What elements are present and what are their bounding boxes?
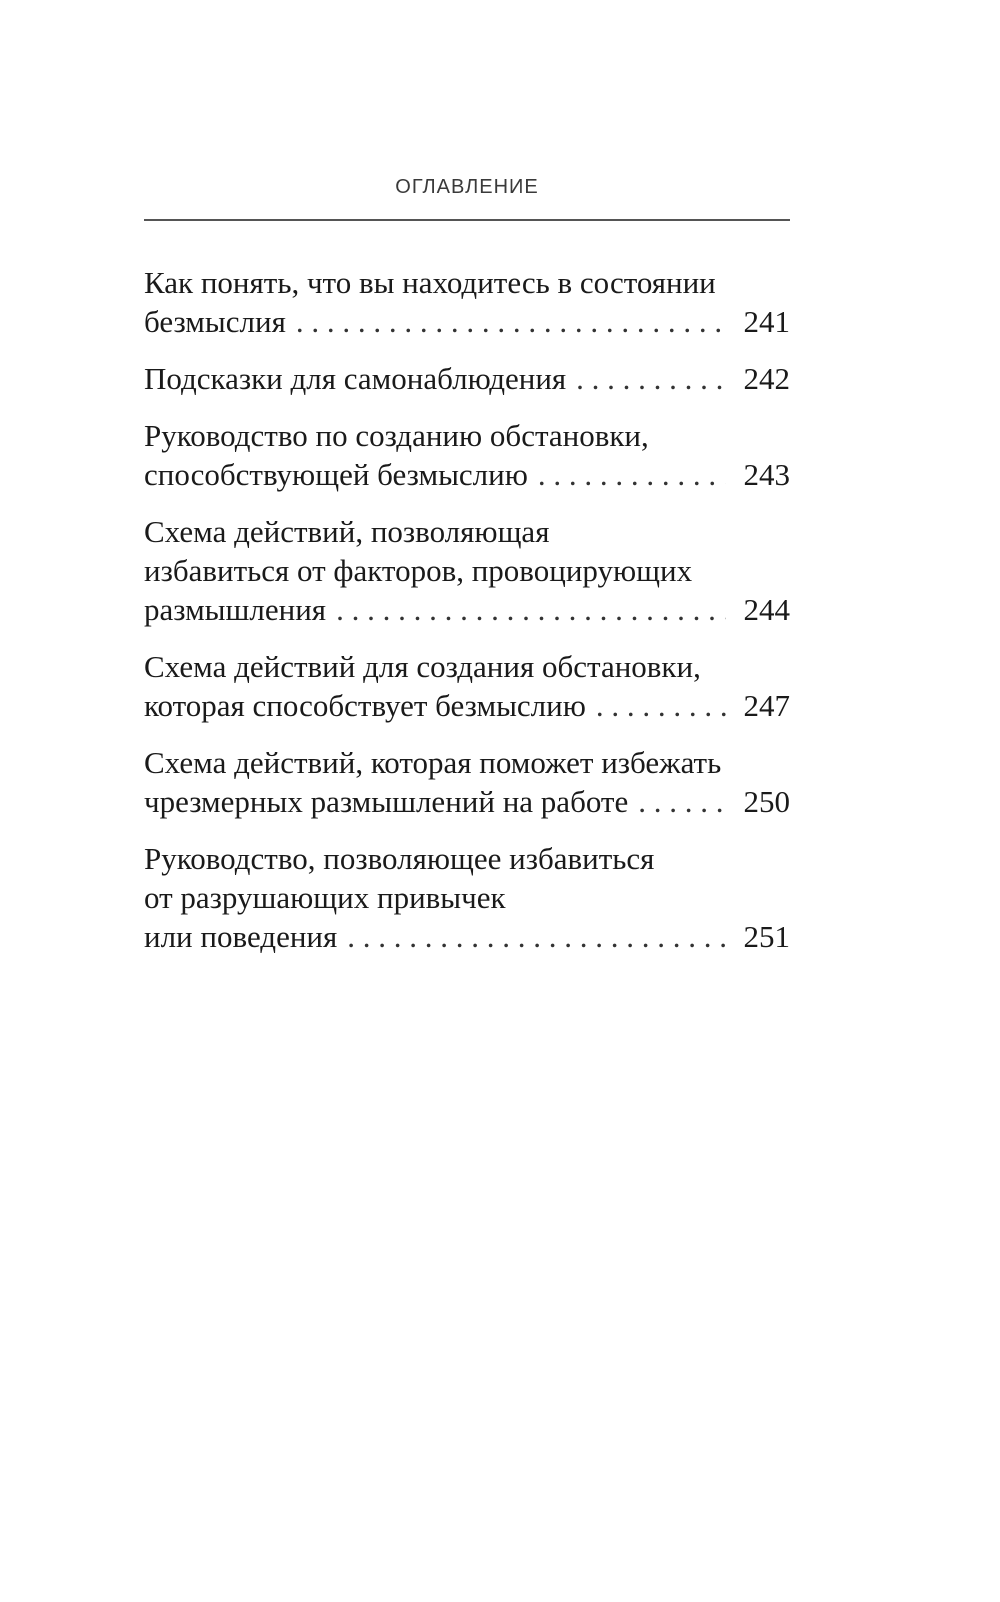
toc-entry <box>144 743 790 821</box>
toc-entry-title-line: Схема действий для создания обстановки, <box>144 649 701 684</box>
toc-entry-title-line: чрезмерных размышлений на работе <box>144 784 629 819</box>
toc-entry-last-line <box>144 359 790 398</box>
toc-page-number: 243 <box>743 457 790 492</box>
toc-entry-title-line: размышления <box>144 592 327 627</box>
dot-leader <box>566 359 725 398</box>
dot-leader <box>326 590 725 629</box>
toc-entry <box>144 512 790 629</box>
toc-page-number: 242 <box>743 361 790 396</box>
toc-page-number: 247 <box>743 688 790 723</box>
toc-page-number: 251 <box>743 919 790 954</box>
toc-entry-title-line: Схема действий, которая поможет избежать <box>144 745 722 780</box>
toc-entry-title-line: Как понять, что вы находитесь в состоянии <box>144 265 716 300</box>
toc-entry <box>144 839 790 956</box>
toc-page-number: 244 <box>743 592 790 627</box>
dot-leader <box>528 455 726 494</box>
toc-page-number: 250 <box>743 784 790 819</box>
toc-entry-last-line <box>144 917 790 956</box>
toc-entry-title-line: Руководство по созданию обстановки, <box>144 418 649 453</box>
dot-leader <box>628 782 725 821</box>
toc-entry-title-line: способствующей безмыслию <box>144 457 528 492</box>
toc-entry-last-line <box>144 455 790 494</box>
toc-entry-title-line: избавиться от факторов, провоцирующих <box>144 553 693 588</box>
toc-entry-title-line: Подсказки для самонаблюдения <box>144 361 567 396</box>
table-of-contents <box>144 263 790 974</box>
toc-entry-title-line: или поведения <box>144 919 338 954</box>
header-rule <box>144 219 790 221</box>
toc-page-number: 241 <box>743 304 790 339</box>
dot-leader <box>586 686 726 725</box>
toc-entry-title-line: безмыслия <box>144 304 286 339</box>
dot-leader <box>337 917 725 956</box>
toc-entry-title-line: Схема действий, позволяющая <box>144 514 550 549</box>
toc-entry <box>144 416 790 494</box>
toc-entry-last-line <box>144 686 790 725</box>
toc-entry-title-line: которая способствует безмыслию <box>144 688 586 723</box>
dot-leader <box>286 302 726 341</box>
toc-entry-last-line <box>144 302 790 341</box>
toc-entry-title-line: Руководство, позволяющее избавиться <box>144 841 655 876</box>
toc-entry-last-line <box>144 782 790 821</box>
toc-entry <box>144 359 790 398</box>
toc-entry-title-line: от разрушающих привычек <box>144 880 506 915</box>
toc-entry-last-line <box>144 590 790 629</box>
toc-entry <box>144 263 790 341</box>
running-head: ОГЛАВЛЕНИЕ <box>395 176 539 198</box>
toc-entry <box>144 647 790 725</box>
